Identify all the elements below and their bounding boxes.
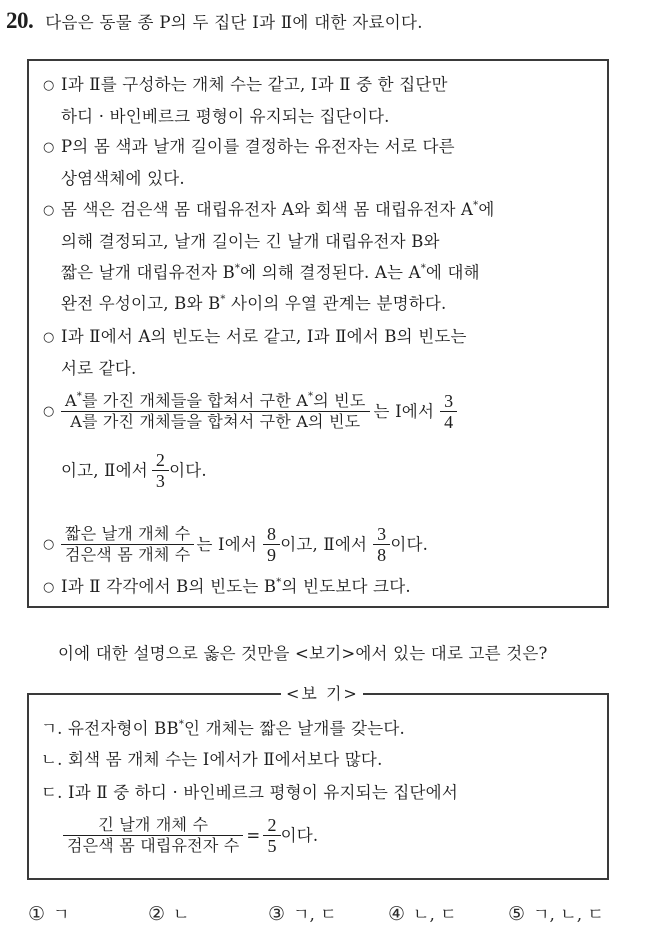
data-item-1-line-2: 하디 · 바인베르크 평형이 유지되는 집단이다. xyxy=(61,107,390,126)
bogi-item-digeut xyxy=(41,779,458,807)
data-box xyxy=(27,59,609,608)
data-item-3-line-2: 의해 결정되고, 날개 길이는 긴 날개 대립유전자 B와 xyxy=(61,232,440,251)
fraction-numerator: 3 xyxy=(373,524,390,545)
fraction-denominator: 4 xyxy=(444,412,454,432)
bogi-item-text-a: 유전자형이 BB xyxy=(68,719,179,738)
data-item-4 xyxy=(43,321,603,384)
fraction-numerator: 짧은 날개 개체 수 xyxy=(61,524,194,545)
data-item-3-line-3 xyxy=(43,257,603,288)
question-title: 다음은 동물 종 P의 두 집단 Ⅰ과 Ⅱ에 대한 자료이다. xyxy=(45,13,423,32)
data-item-5 xyxy=(43,391,603,491)
allele-star-mark: * xyxy=(220,294,226,305)
bogi-item-end: 이다. xyxy=(280,825,319,845)
choice-text: ㄱ, ㄴ, ㄷ xyxy=(533,905,604,925)
data-item-3-line-4 xyxy=(43,288,603,319)
value-fraction-pop-2 xyxy=(375,524,388,565)
data-item-7-b: 의 빈도보다 크다. xyxy=(281,577,411,596)
data-item-6-mid: 이고, Ⅱ에서 xyxy=(280,535,368,554)
data-item-2 xyxy=(43,131,603,194)
choice-2[interactable] xyxy=(148,900,189,925)
bogi-top-border-left xyxy=(29,693,281,695)
fraction-numerator: 2 xyxy=(152,450,169,471)
data-item-5-text: 는 Ⅰ에서 xyxy=(373,402,435,421)
data-item-7 xyxy=(43,571,603,603)
bullet-icon: ○ xyxy=(43,330,55,345)
long-wing-ratio-fraction xyxy=(65,815,241,856)
fraction-numerator xyxy=(61,391,370,412)
bogi-legend: <보 기> xyxy=(284,681,361,704)
data-item-3-line-3-c: 에 대해 xyxy=(425,263,480,282)
allele-star-mark: * xyxy=(420,263,426,274)
bogi-item-label: ㄷ. xyxy=(41,783,63,802)
data-item-2-line-1: P의 몸 색과 날개 길이를 결정하는 유전자는 서로 다른 xyxy=(61,137,455,156)
data-item-3-line-4-a: 완전 우성이고, B와 B xyxy=(61,294,221,313)
data-item-5-line-2-b: 이다. xyxy=(169,461,207,480)
fraction-denominator: 검은색 몸 대립유전자 수 xyxy=(67,836,240,855)
question-header xyxy=(6,8,423,34)
bogi-box xyxy=(27,684,609,880)
fraction-denominator: 3 xyxy=(155,471,166,491)
data-item-4-line-2: 서로 같다. xyxy=(61,359,137,378)
data-item-3-line-4-b: 사이의 우열 관계는 분명하다. xyxy=(225,294,447,313)
allele-star-mark: * xyxy=(76,391,82,402)
question-prompt: 이에 대한 설명으로 옳은 것만을 <보기>에서 있는 대로 고른 것은? xyxy=(58,644,548,663)
fraction-denominator: 검은색 몸 개체 수 xyxy=(65,545,191,564)
choice-5[interactable] xyxy=(508,900,604,925)
allele-star-mark: * xyxy=(234,263,241,274)
fraction-denominator: 5 xyxy=(267,836,277,856)
choice-1[interactable] xyxy=(28,900,69,925)
bullet-icon: ○ xyxy=(43,203,55,218)
data-item-4-line-1: Ⅰ과 Ⅱ에서 A의 빈도는 서로 같고, Ⅰ과 Ⅱ에서 B의 빈도는 xyxy=(61,327,467,346)
bogi-item-text-b: 인 개체는 짧은 날개를 갖는다. xyxy=(184,719,405,738)
bogi-item-text: 회색 몸 개체 수는 Ⅰ에서가 Ⅱ에서보다 많다. xyxy=(68,750,383,769)
choice-number-icon: ③ xyxy=(268,903,286,925)
fraction-numerator: 2 xyxy=(263,815,280,836)
data-item-6-end: 이다. xyxy=(390,535,429,554)
data-item-7-a: Ⅰ과 Ⅱ 각각에서 B의 빈도는 B xyxy=(61,577,277,596)
fraction-numerator: 3 xyxy=(440,391,457,412)
choice-number-icon: ④ xyxy=(388,903,406,925)
question-number: 20. xyxy=(6,8,34,33)
data-item-6-text: 는 Ⅰ에서 xyxy=(196,535,258,554)
data-item-3 xyxy=(43,194,603,319)
allele-star-mark: * xyxy=(276,577,282,588)
choice-text: ㄱ xyxy=(53,905,70,925)
data-item-3-line-3-a: 짧은 날개 대립유전자 B xyxy=(61,263,235,282)
fraction-denominator: 9 xyxy=(267,545,277,565)
allele-star-mark: * xyxy=(178,719,185,730)
choice-text: ㄱ, ㄷ xyxy=(293,905,337,925)
bullet-icon: ○ xyxy=(43,78,55,93)
bogi-item-giyeok xyxy=(41,715,405,743)
data-item-1 xyxy=(43,69,603,132)
fraction-numerator-b: 를 가진 개체들을 합쳐서 구한 A xyxy=(81,391,309,410)
bogi-item-digeut-formula xyxy=(63,815,318,856)
bogi-item-nieun xyxy=(41,746,383,774)
allele-star-mark: * xyxy=(308,391,314,402)
data-item-2-line-2: 상염색체에 있다. xyxy=(61,169,185,188)
bogi-item-label: ㄴ. xyxy=(41,750,63,769)
data-item-6 xyxy=(43,524,603,565)
fraction-numerator: 긴 날개 개체 수 xyxy=(63,815,243,836)
choice-number-icon: ⑤ xyxy=(508,903,526,925)
value-fraction-pop-2 xyxy=(154,450,167,491)
bullet-icon: ○ xyxy=(43,140,55,155)
value-fraction xyxy=(265,815,278,856)
allele-star-mark: * xyxy=(473,200,479,211)
bogi-item-text: Ⅰ과 Ⅱ 중 하디 · 바인베르크 평형이 유지되는 집단에서 xyxy=(68,783,458,802)
choice-text: ㄴ xyxy=(173,905,190,925)
fraction-denominator: 8 xyxy=(377,545,387,565)
allele-frequency-ratio-fraction xyxy=(63,391,368,432)
choice-text: ㄴ, ㄷ xyxy=(413,905,457,925)
choice-number-icon: ② xyxy=(148,903,166,925)
bullet-icon: ○ xyxy=(43,580,55,595)
fraction-denominator: A를 가진 개체들을 합쳐서 구한 A의 빈도 xyxy=(70,412,361,431)
fraction-numerator-a: A xyxy=(65,391,77,410)
answer-choices xyxy=(0,900,647,930)
value-fraction-pop-1 xyxy=(442,391,455,432)
choice-4[interactable] xyxy=(388,900,457,925)
data-item-5-line-2-a: 이고, Ⅱ에서 xyxy=(61,461,148,480)
data-item-3-line-1-end: 에 xyxy=(478,200,495,219)
fraction-numerator-c: 의 빈도 xyxy=(313,391,366,410)
bogi-item-label: ㄱ. xyxy=(41,719,63,738)
data-item-3-line-1: 몸 색은 검은색 몸 대립유전자 A와 회색 몸 대립유전자 A xyxy=(61,200,474,219)
fraction-numerator: 8 xyxy=(263,524,280,545)
data-item-3-line-3-b: 에 의해 결정된다. A는 A xyxy=(240,263,421,282)
equals-sign: = xyxy=(246,825,261,845)
value-fraction-pop-1 xyxy=(265,524,278,565)
bogi-top-border-right xyxy=(363,693,607,695)
bullet-icon: ○ xyxy=(43,537,55,552)
bullet-icon: ○ xyxy=(43,404,55,419)
choice-number-icon: ① xyxy=(28,903,46,925)
data-item-1-line-1: Ⅰ과 Ⅱ를 구성하는 개체 수는 같고, Ⅰ과 Ⅱ 중 한 집단만 xyxy=(61,75,448,94)
choice-3[interactable] xyxy=(268,900,337,925)
short-wing-ratio-fraction xyxy=(63,524,192,565)
